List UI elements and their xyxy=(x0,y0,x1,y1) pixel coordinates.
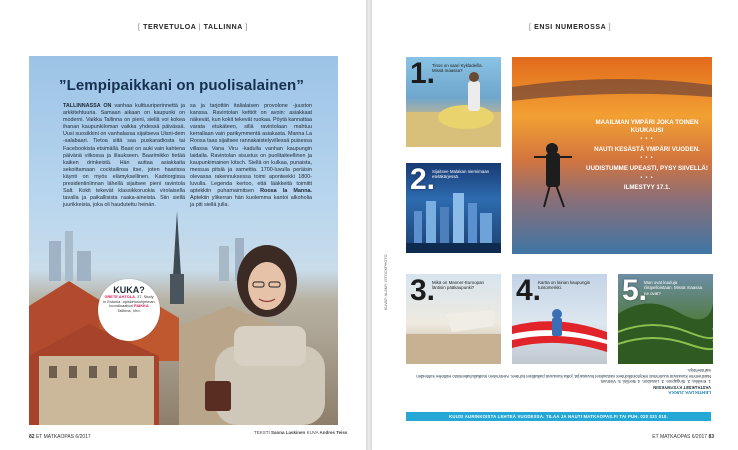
kuka-profile-badge xyxy=(98,279,160,341)
magazine-issue: ET MATKAOPAS 6/2017 xyxy=(35,434,91,440)
article-column-2-text: sa ja tarjottiin italialaisen provolone -juuston kanssa. Ravintolan kettiöt on avoin: asiakkaat näkevät, kun kokit tekevät ruokaa. Pöytä kannattaa varata etukäteen, sillä ravintolaan mahtuu kerrallaan vain parikymmentä asiakasta. Manna La Roosa taas sijaitsee rannakaistelyvillessä puisessa villassa Vana Viru -kadulla vanhan kaupungin laidalla. Ravintolan sisustus on puolitaiteellinen ja kaupunkimainen kitsch. Siellä on kulkaa, punaista, messua pitsiä ja samettia. 1700-luvulla peräisin olevassa rakennuksessa toimi aponteekki 1800-luvulla. Legenda kertoo, että lääkkeitä toimitti aptekkiin puhamaimitsen xyxy=(190,103,312,195)
quiz-item-2 xyxy=(406,163,501,253)
kuka-question: KUKA? xyxy=(113,285,145,295)
quiz-caption: Tinos on saari Kykladeilla. Missä maassa? xyxy=(432,63,483,74)
side-photo-credit: KUVAT: ALAMY, ISTOCKPHOTO xyxy=(384,254,388,310)
promo-dots: • • • xyxy=(640,174,654,181)
quiz-caption: Kartta on lainan kaupungin tuntomerkki. xyxy=(538,280,591,291)
section-label: TERVETULOA xyxy=(143,24,197,31)
promo-line-2: NAUTI KESÄSTÄ YMPÄRI VUODEN. xyxy=(594,145,700,153)
answers-subheading: VASTAUKSET KYSYMYKSIIN xyxy=(653,384,711,390)
kuka-name: GRETE AHTOLA xyxy=(104,294,135,299)
left-page xyxy=(0,0,366,450)
article-column-1-text: vanhaa kulttuuriperinnettä ja arkkitehtuuria. Samaan aikaan on kaupunki on moderni. Vaikka Tallinna on pieni, siellä voi kokea ihanan kaupunkiloman vaikka yhdessä päivässä. Uusi suosikkini on vanhalassa sijaitseva Uisni-dem -salabaari. Tietoa siitä saa puskaradiosta tai Facebookista etsimällä. Baari on auki vain kahtena päivänä viikossa ja illaukseen. Baarimikko tietää kaiken drinkeistä. Hän auttaa asiakkaita sekoittamaan cocktailinsa itse, joten haarissa käynti on myös elämyksellinen. Kadriorgissa presidentinlinnan lähellä sijaitsee pieni ravintola Salt. Kokit tekevät klassikkoruokia virolaisella tavalla ja paikallisista raaka-aineista. Siin siellä juurikkeista, joka oli haudutettu heinän. xyxy=(63,103,185,209)
quiz-number: 2. xyxy=(410,163,436,196)
subscribe-banner[interactable]: KUUSI AURINKOISTA LEHTEÄ VUODESSA. TILAA JA NAUTI MATKAOPAS.FI TAI PUH. 020 331 010. xyxy=(406,412,711,421)
left-section-header: [ TERVETULOA | TALLINNA ] xyxy=(138,24,248,31)
left-folio xyxy=(29,434,91,440)
quiz-number: 1. xyxy=(410,57,436,90)
quiz-item-5 xyxy=(618,274,713,364)
promo-dots: • • • xyxy=(640,155,654,162)
article-column-1 xyxy=(63,103,185,209)
quiz-item-3 xyxy=(406,274,501,364)
article-title: ”Lempipaikkani on puolisalainen” xyxy=(59,77,304,94)
next-issue-promo xyxy=(512,57,712,254)
quiz-number: 4. xyxy=(516,274,542,307)
photo-credit: TEKSTI Sanna Laskinen KUVA Andres Teiss xyxy=(254,430,348,435)
answers-note: Naishemme kuvasivat suurimmat rekrytointikohteet vastaukset kuvasarjat, jotka kuvaavat paikalliset kohteet. Aiemminen matkailuhakemisto esittelee kohteiden vaihtoehtoja. xyxy=(416,368,711,379)
kuka-place-label: PAIKKA xyxy=(134,303,149,309)
quiz-number: 5. xyxy=(622,274,648,307)
quiz-number: 3. xyxy=(410,274,436,307)
article-lead: TALLINNASSA ON xyxy=(63,103,112,109)
promo-line-4: ILMESTYY 17.1. xyxy=(623,184,671,192)
article-column-2-bold: Roosa la Manna. xyxy=(260,188,312,195)
kuka-person: GRETE AHTOLA, 37, Study in Estonia -opiskelusohjelman koordinaattori PAIKKA Tallinna, Viro. xyxy=(103,294,155,313)
promo-message xyxy=(582,119,712,192)
answers-heading: LEHTIKUVA JUKKA xyxy=(668,390,711,396)
article-column-2 xyxy=(190,103,312,209)
quiz-item-4 xyxy=(512,274,607,364)
quiz-answers xyxy=(406,368,711,395)
hero-photo xyxy=(29,56,338,425)
promo-dots: • • • xyxy=(640,136,654,143)
quiz-item-1 xyxy=(406,57,501,147)
right-section-header: [ ENSI NUMEROSSA ] xyxy=(529,24,612,31)
right-page xyxy=(372,0,738,450)
place-label: TALLINNA xyxy=(203,24,243,31)
quiz-caption: Mun ovat kuuluja riisipelloistaan. Missä maassa ne ovat? xyxy=(644,280,703,296)
next-issue-label: ENSI NUMEROSSA xyxy=(534,24,607,31)
promo-line-1: MAAILMAN YMPÄRI JOKA TOINEN KUUKAUSI xyxy=(595,119,699,134)
page-number: 83 xyxy=(708,434,714,440)
right-folio xyxy=(652,434,714,440)
kuka-place: Tallinna, Viro. xyxy=(117,307,141,313)
kuka-age: 37 xyxy=(137,294,142,299)
page-number: 82 xyxy=(29,434,35,440)
article-column-2-tail: Aptekiin ylikerran hän kuolemma kantoi alkoholia ja piti siellä julla. xyxy=(190,195,312,209)
promo-line-3: UUDISTUMME UPEASTI, PYSY SIIVELLÄ! xyxy=(586,164,708,172)
magazine-issue: ET MATKAOPAS 6/2017 xyxy=(652,434,708,440)
quiz-caption: Sijaitsee Malakan niemimaan eteläkärjessä. xyxy=(432,169,490,180)
quiz-caption: Mikä on Manner-Euroopan läntisin pääkaupunki? xyxy=(432,280,484,291)
answers-list: 1. Kreikka. 2. Singapore. 3. Lissabon. 4. Berliini. 5. Vietnam. xyxy=(599,379,711,385)
kuka-role: Study in Estonia -opiskelusohjelman koordinaattori xyxy=(103,294,155,309)
